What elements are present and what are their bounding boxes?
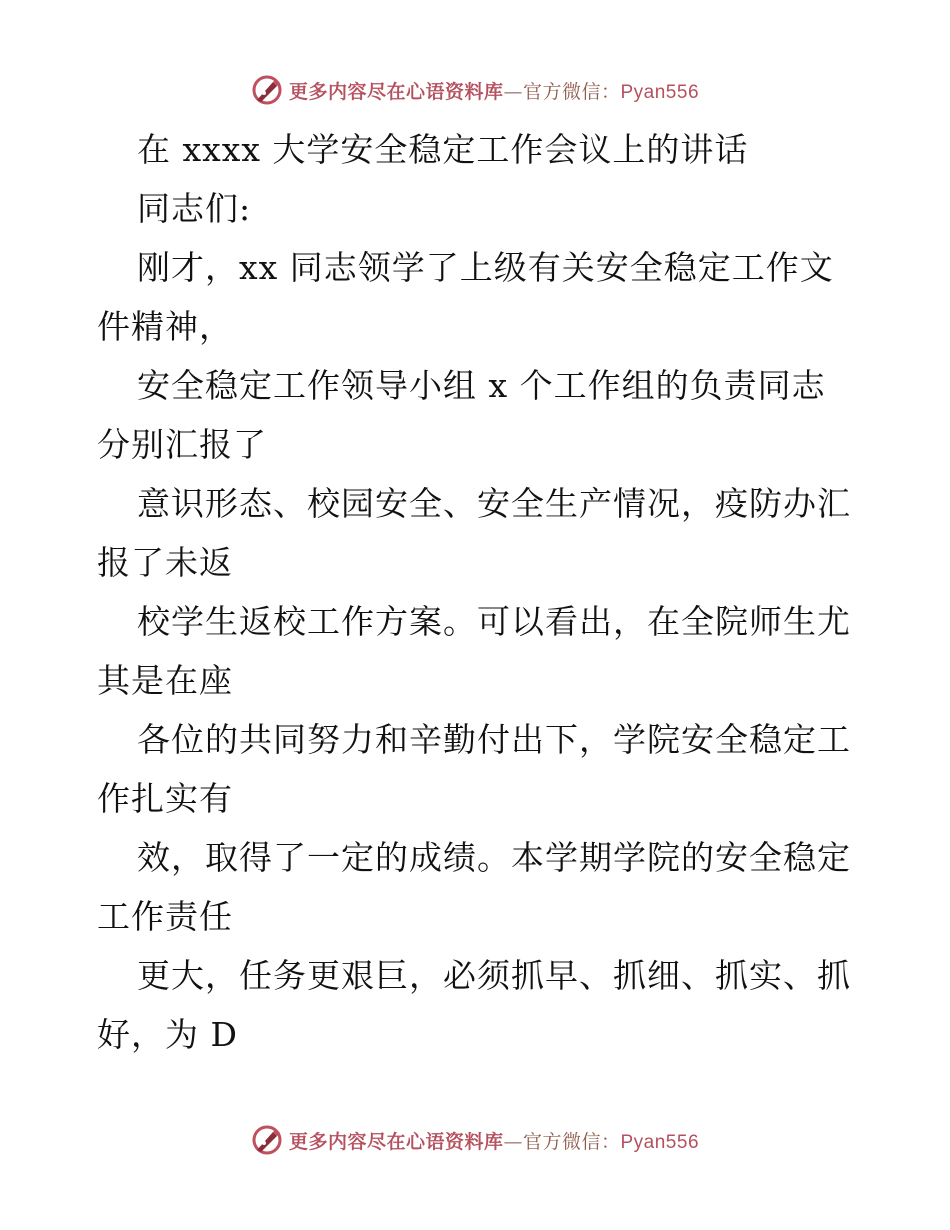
paragraph-line: 意识形态、校园安全、安全生产情况，疫防办汇 <box>137 484 851 523</box>
banner-text <box>289 1127 699 1154</box>
paragraph-line: 在 xxxx 大学安全稳定工作会议上的讲话 <box>137 130 749 169</box>
paragraph-line-continued: 工作责任 <box>97 897 233 936</box>
banner-wechat-label: 官方微信： <box>522 1130 621 1153</box>
banner-separator: — <box>503 1130 523 1153</box>
paragraph-line: 安全稳定工作领导小组 x 个工作组的负责同志 <box>137 366 826 405</box>
banner-separator: — <box>503 80 523 103</box>
footer-banner-inner <box>251 1124 699 1156</box>
paragraph-line-continued: 作扎实有 <box>97 779 233 818</box>
paragraph-line-continued: 其是在座 <box>97 661 233 700</box>
paragraph-line: 更大，任务更艰巨，必须抓早、抓细、抓实、抓 <box>137 956 851 995</box>
header-banner-inner <box>251 74 699 106</box>
banner-main-text: 更多内容尽在心语资料库 <box>288 80 504 103</box>
pen-logo-icon <box>251 74 283 106</box>
header-banner <box>0 70 950 110</box>
banner-wechat-label: 官方微信： <box>522 80 621 103</box>
paragraph-line-continued: 件精神， <box>97 307 233 346</box>
paragraph-line-continued: 报了未返 <box>97 543 233 582</box>
paragraph-line: 刚才，xx 同志领学了上级有关安全稳定工作文 <box>137 248 834 287</box>
paragraph-line: 效，取得了一定的成绩。本学期学院的安全稳定 <box>137 838 851 877</box>
footer-banner <box>0 1120 950 1160</box>
paragraph-line-continued: 分别汇报了 <box>97 425 267 464</box>
document-body <box>97 120 857 1064</box>
paragraph-line: 各位的共同努力和辛勤付出下，学院安全稳定工 <box>137 720 851 759</box>
banner-wechat-id: Pyan556 <box>620 81 700 103</box>
paragraph-line-continued: 好，为 D <box>97 1015 238 1054</box>
banner-text <box>289 77 699 104</box>
banner-main-text: 更多内容尽在心语资料库 <box>288 1130 504 1153</box>
banner-wechat-id: Pyan556 <box>620 1131 700 1153</box>
paragraph-line: 校学生返校工作方案。可以看出，在全院师生尤 <box>137 602 851 641</box>
paragraph-line: 同志们: <box>137 189 252 228</box>
pen-logo-icon <box>251 1124 283 1156</box>
